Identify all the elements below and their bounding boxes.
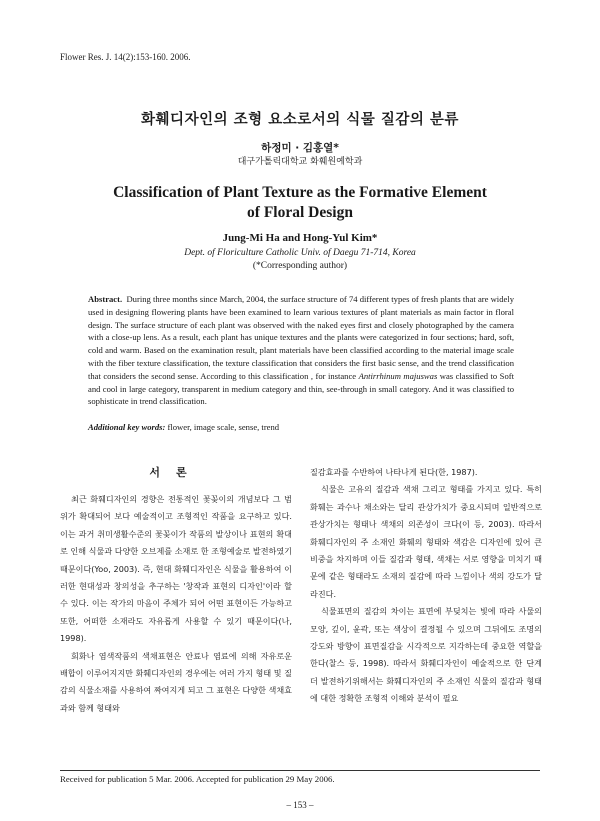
page-number: – 153 –: [286, 800, 314, 810]
key-words-text: flower, image scale, sense, trend: [167, 422, 280, 432]
section-title-introduction: 서론: [149, 466, 203, 479]
abstract-species-name: Antirrhinum majuswas: [358, 370, 438, 381]
left-column: [60, 464, 292, 717]
body-paragraph: 식물은 고유의 질감과 색채 그리고 형태를 가지고 있다. 특히 화훼는 과수나 채소와는 달리 관상가치가 중요시되며 일반적으로 관상가치는 형태나 색채의 의존성이 크다(이 등, 2003). 따라서 화훼디자인의 주 소재인 화훼의 형태와 색감은 디자인에 있어 큰 비중을 차지하며 이들 질감과 형태, 색채는 서로 영향을 미치기 때문에 같은 형태라도 소재의 질감에 따라 느낌이나 색의 강도가 달라진다.: [310, 484, 542, 599]
english-authors: Jung-Mi Ha and Hong-Yul Kim*: [222, 232, 378, 244]
footnote: Received for publication 5 Mar. 2006. Accepted for publication 29 May 2006.: [60, 774, 335, 784]
korean-title: 화훼디자인의 조형 요소로서의 식물 질감의 분류: [141, 112, 459, 128]
english-title: [0, 183, 600, 223]
abstract-text-2: was classified to Soft and cool in large category, transparent in medium category and thin, see-through in small category. And it was classified to sophisticate in trend classification.: [88, 370, 514, 407]
right-column: [310, 464, 542, 708]
body-paragraph: 질감효과를 수반하여 나타나게 된다(한, 1987).: [310, 467, 478, 477]
abstract: [88, 293, 514, 408]
key-words: [88, 422, 514, 432]
body-paragraph: 식물표면의 질감의 차이는 표면에 부딪치는 빛에 따라 사물의 모양, 깊이, 윤곽, 또는 색상이 결정될 수 있으며 그뒤에도 조명의 강도와 방향이 표면질감을 시각적으로 지각하는데 중요한 역할을 한다(찰스 등, 1998). 따라서 화훼디자인이 예술적으로 한 단계 더 발전하기위해서는 화훼디자인의 주 소재인 식물의 질감과 형태에 대한 정확한 조형적 이해와 분석이 필요: [310, 606, 542, 704]
abstract-text-1: During three months since March, 2004, the surface structure of 74 different types of fresh plants that are widely used in designing flowering plants have been examined to learn various textures of plant materials as main factor in floral design. The surface structure of each plant was observed with the naked eyes first and closely photographed by the camera with a close-up lens. As a result, each plant has unique textures and the plants were categorized in four sections; hard, soft, cold and warm. Based on the examination result, plant materials have been classified according to the material image scale with the fiber texture classification, the texture classification that considers the first basic sense, and the trend classification that considers the second sense. According to this classification , for instance: [88, 294, 514, 381]
korean-authors: 하정미 · 김홍열*: [261, 142, 339, 154]
english-title-line-2: of Floral Design: [247, 204, 353, 221]
body-paragraph: 최근 화훼디자인의 경향은 전통적인 꽃꽂이의 개념보다 그 범위가 확대되어 보다 예술적이고 조형적인 작품을 요구하고 있다. 이는 과거 취미생활수준의 꽃꽂이가 작품의 발상이나 표현의 확대로 인해 식물과 다양한 오브제를 소재로 한 조형예술로 발전하였기 때문이다(Yoo, 2003). 즉, 현대 화훼디자인은 식물을 활용하여 이러한 현대성과 창의성을 추구하는 '창작과 표현의 디자인'이라 할 수 있다. 이는 작가의 마음이 주체가 되어 어떤 표현이든 가능하고 또한, 어떠한 소재라도 자유롭게 사용할 수 있기 때문이다(나, 1998).: [60, 494, 292, 644]
english-title-line-1: Classification of Plant Texture as the Formative Element: [113, 184, 487, 201]
footnote-divider: [60, 770, 540, 771]
body-paragraph: 회화나 염색작품의 색채표현은 안료나 염료에 의해 자유로운 배합이 이루어지지만 화훼디자인의 경우에는 여러 가지 형태 및 질감의 식물소재를 사용하여 짜여지게 되고 그 표현은 다양한 색채효과와 함께 형태와: [60, 650, 292, 713]
journal-reference: Flower Res. J. 14(2):153-160. 2006.: [60, 52, 191, 62]
korean-affiliation: 대구가톨릭대학교 화훼원예학과: [237, 157, 363, 167]
corresponding-author-note: (*Corresponding author): [252, 261, 348, 271]
abstract-label: Abstract.: [88, 294, 123, 304]
english-affiliation: Dept. of Floriculture Catholic Univ. of Daegu 71-714, Korea: [184, 248, 416, 258]
key-words-label: Additional key words:: [88, 422, 166, 432]
